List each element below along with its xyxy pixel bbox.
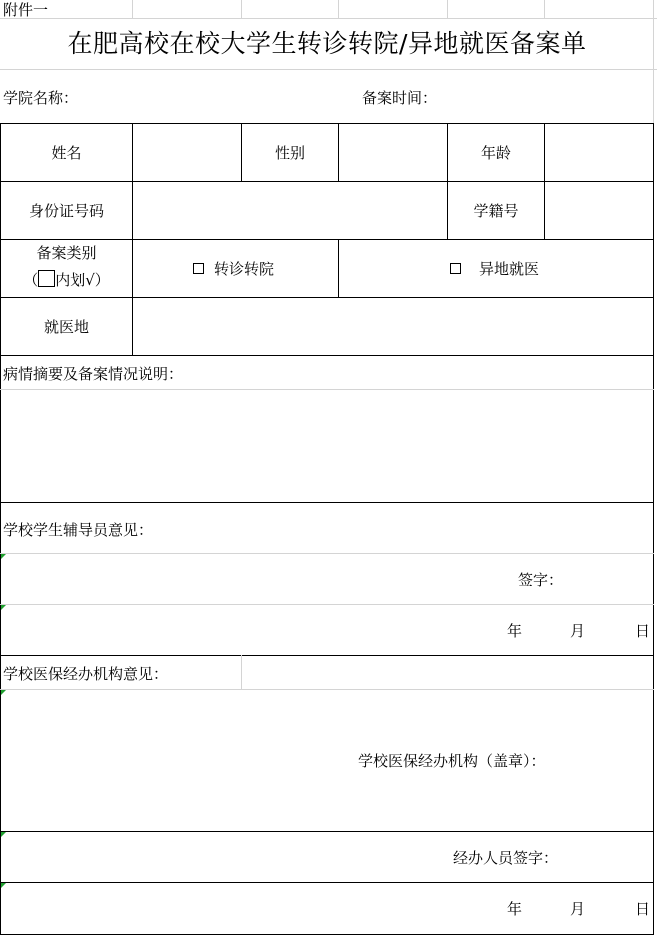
gridline	[338, 0, 339, 18]
gridline	[447, 0, 448, 18]
gridline	[132, 0, 133, 18]
remote-checkbox[interactable]	[450, 263, 461, 274]
form-border	[0, 239, 654, 240]
office-date-month: 月	[570, 900, 586, 918]
counselor-signature-label: 签字：	[518, 571, 564, 589]
gridline	[544, 0, 545, 18]
filing-time-label: 备案时间：	[362, 89, 438, 107]
gridline	[241, 655, 242, 689]
option-remote-label: 异地就医	[479, 260, 540, 278]
filing-category-note	[1, 270, 132, 290]
hospital-location-value-cell[interactable]	[133, 298, 653, 355]
cell-indicator-icon	[1, 690, 6, 695]
counselor-date-year: 年	[507, 622, 523, 640]
page-title: 在肥高校在校大学生转诊转院/异地就医备案单	[67, 29, 587, 58]
counselor-date-month: 月	[570, 622, 586, 640]
filing-category-label: 备案类别	[36, 244, 97, 262]
gridline	[0, 69, 657, 70]
option-transfer-label: 转诊转院	[214, 260, 275, 278]
student-id-value-cell[interactable]	[545, 182, 653, 239]
paren-open: （	[23, 271, 39, 289]
insurance-office-seal-label: 学校医保经办机构（盖章）：	[358, 752, 546, 770]
id-number-value-cell[interactable]	[133, 182, 447, 239]
gridline	[0, 689, 654, 690]
college-name-label: 学院名称：	[3, 89, 79, 107]
form-border	[0, 882, 654, 883]
handler-signature-label: 经办人员签字：	[453, 849, 559, 867]
insurance-office-opinion-label: 学校医保经办机构意见：	[3, 665, 169, 683]
condition-summary-field[interactable]	[1, 390, 653, 502]
transfer-checkbox[interactable]	[193, 263, 204, 274]
id-number-label: 身份证号码	[28, 202, 104, 220]
office-date-year: 年	[507, 900, 523, 918]
cell-indicator-icon	[1, 883, 6, 888]
form-border	[0, 655, 654, 656]
office-date-day: 日	[635, 900, 651, 918]
gridline	[0, 18, 657, 19]
student-id-label: 学籍号	[473, 202, 519, 220]
name-value-cell[interactable]	[133, 124, 241, 181]
form-border	[338, 239, 339, 297]
gridline	[653, 0, 654, 123]
form-border	[653, 123, 654, 935]
gridline	[0, 604, 654, 605]
attachment-label: 附件一	[3, 1, 49, 19]
form-border	[0, 355, 654, 356]
counselor-opinion-label: 学校学生辅导员意见：	[3, 521, 154, 539]
gridline	[0, 553, 654, 554]
age-value-cell[interactable]	[545, 124, 653, 181]
form-border	[0, 831, 654, 832]
check-instruction: 内划√）	[55, 271, 110, 289]
option-remote[interactable]	[447, 258, 587, 280]
form-border	[447, 123, 448, 239]
cell-indicator-icon	[1, 605, 6, 610]
cell-indicator-icon	[1, 554, 6, 559]
age-label: 年龄	[480, 144, 511, 162]
gender-label: 性别	[274, 144, 305, 162]
cell-indicator-icon	[1, 832, 6, 837]
option-transfer[interactable]	[190, 258, 330, 280]
condition-summary-label: 病情摘要及备案情况说明：	[3, 365, 184, 383]
form-border	[0, 934, 654, 935]
hospital-location-label: 就医地	[43, 318, 89, 336]
form-border	[0, 502, 654, 503]
gridline	[241, 0, 242, 18]
checkbox-sample-icon	[38, 270, 55, 287]
gender-value-cell[interactable]	[339, 124, 447, 181]
name-label: 姓名	[51, 144, 82, 162]
counselor-date-day: 日	[635, 622, 651, 640]
